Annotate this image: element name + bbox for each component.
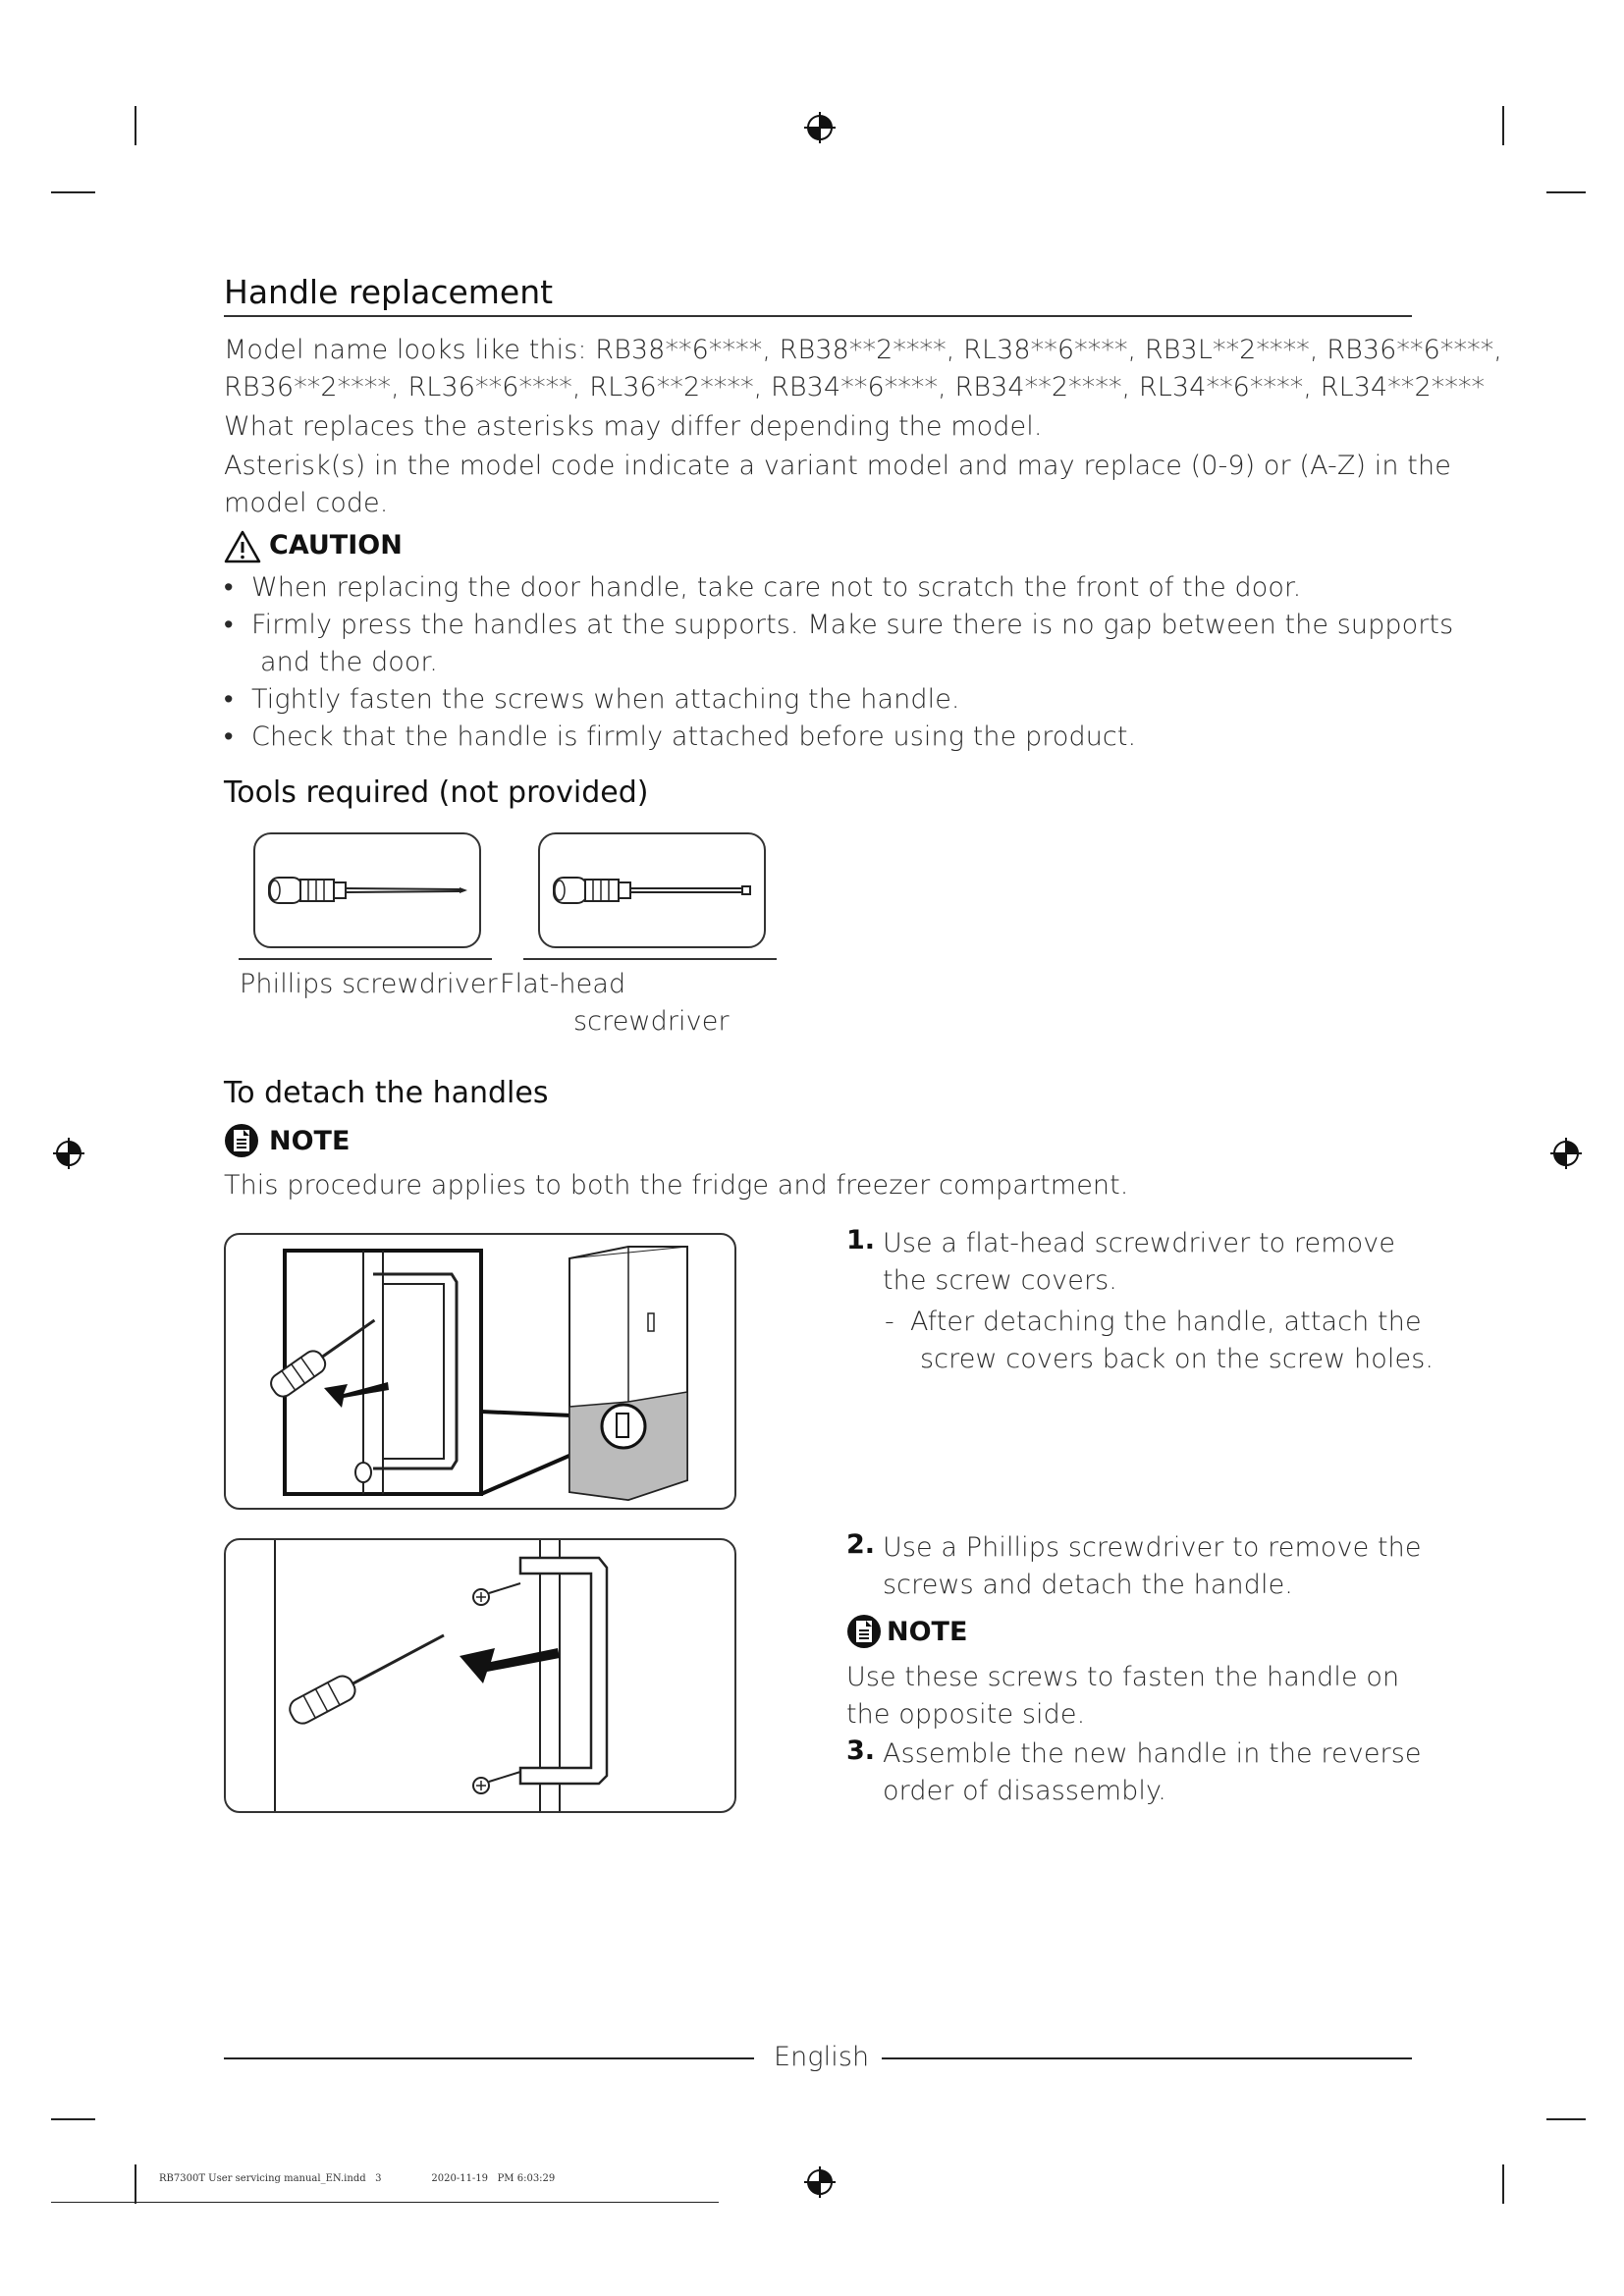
- note-label: NOTE: [269, 1126, 351, 1156]
- crop-mark: [1502, 2164, 1504, 2204]
- caution-bullet-text: Tightly fasten the screws when attaching the handle.: [251, 684, 960, 715]
- registration-mark-icon: [1549, 1137, 1583, 1170]
- phillips-screwdriver-image: [253, 832, 481, 948]
- crop-mark: [1502, 106, 1504, 145]
- phillips-screwdriver-icon: [255, 834, 479, 946]
- figure-remove-handle-screws: [224, 1538, 736, 1813]
- detach-title: To detach the handles: [224, 1076, 549, 1110]
- crop-mark: [135, 2164, 136, 2204]
- step-number: 3.: [846, 1735, 876, 1766]
- print-slug-rule: [51, 2202, 719, 2203]
- figure-remove-screw-covers: [224, 1233, 736, 1510]
- flat-head-label-line2: screwdriver: [573, 1006, 730, 1037]
- step-sub-dash: -: [885, 1307, 894, 1337]
- flat-head-screwdriver-icon: [540, 834, 764, 946]
- crop-mark: [1546, 2118, 1586, 2120]
- crop-mark: [1546, 191, 1586, 193]
- step-sub-text: After detaching the handle, attach the: [910, 1307, 1422, 1337]
- registration-mark-icon: [803, 111, 837, 144]
- note-icon: [224, 1123, 259, 1158]
- intro-line: Model name looks like this: RB38**6****, RB38**2****, RL38**6****, RB3L**2****, RB36**6****,: [224, 335, 1502, 365]
- section-title-rule: [224, 315, 1412, 317]
- step-text: screws and detach the handle.: [883, 1570, 1293, 1600]
- caution-bullet-text: When replacing the door handle, take care not to scratch the front of the door.: [251, 572, 1302, 603]
- step-text: Use a flat-head screwdriver to remove: [883, 1228, 1396, 1258]
- section-title: Handle replacement: [224, 273, 554, 311]
- handle-screw-removal-illustration: [226, 1540, 734, 1811]
- crop-mark: [135, 106, 136, 145]
- step-number: 1.: [846, 1225, 876, 1255]
- step-text: Use a Phillips screwdriver to remove the: [883, 1532, 1422, 1563]
- caution-bullet-continuation: and the door.: [260, 647, 438, 677]
- registration-mark-icon: [52, 1137, 85, 1170]
- note-icon: [846, 1614, 882, 1649]
- crop-mark: [51, 191, 95, 193]
- caution-bullet-text: Firmly press the handles at the supports. Make sure there is no gap between the supports: [251, 610, 1454, 640]
- footer-language: English: [774, 2042, 870, 2072]
- phillips-label: Phillips screwdriver: [240, 969, 498, 999]
- note-text: the opposite side.: [846, 1699, 1086, 1730]
- tool-divider: [239, 958, 492, 960]
- registration-mark-icon: [803, 2165, 837, 2199]
- screw-cover-removal-illustration: [226, 1235, 734, 1508]
- step-text: Assemble the new handle in the reverse: [883, 1738, 1422, 1769]
- caution-label: CAUTION: [269, 530, 403, 561]
- tool-divider: [523, 958, 777, 960]
- intro-line: RB36**2****, RL36**6****, RL36**2****, RB34**6****, RB34**2****, RL34**6****, RL34**2****: [224, 372, 1486, 402]
- step-number: 2.: [846, 1529, 876, 1560]
- intro-line: What replaces the asterisks may differ depending the model.: [224, 411, 1043, 442]
- footer-rule-right: [882, 2057, 1412, 2059]
- step-text: order of disassembly.: [883, 1776, 1166, 1806]
- tools-title: Tools required (not provided): [224, 775, 649, 810]
- step-sub-text: screw covers back on the screw holes.: [920, 1344, 1435, 1374]
- caution-bullet-text: Check that the handle is firmly attached before using the product.: [251, 721, 1137, 752]
- note-label: NOTE: [887, 1617, 968, 1647]
- step-text: the screw covers.: [883, 1265, 1117, 1296]
- intro-line: Asterisk(s) in the model code indicate a variant model and may replace (0-9) or (A-Z) in the: [224, 451, 1451, 481]
- intro-line: model code.: [224, 488, 389, 518]
- flat-head-label-line1: Flat-head: [500, 969, 626, 999]
- crop-mark: [51, 2118, 95, 2120]
- caution-triangle-icon: [224, 530, 261, 563]
- note-text: This procedure applies to both the fridge and freezer compartment.: [224, 1170, 1129, 1201]
- print-slug: RB7300T User servicing manual_EN.indd 3 2020-11-19 PM 6:03:29: [159, 2173, 556, 2184]
- note-text: Use these screws to fasten the handle on: [846, 1662, 1400, 1692]
- flat-head-screwdriver-image: [538, 832, 766, 948]
- footer-rule-left: [224, 2057, 754, 2059]
